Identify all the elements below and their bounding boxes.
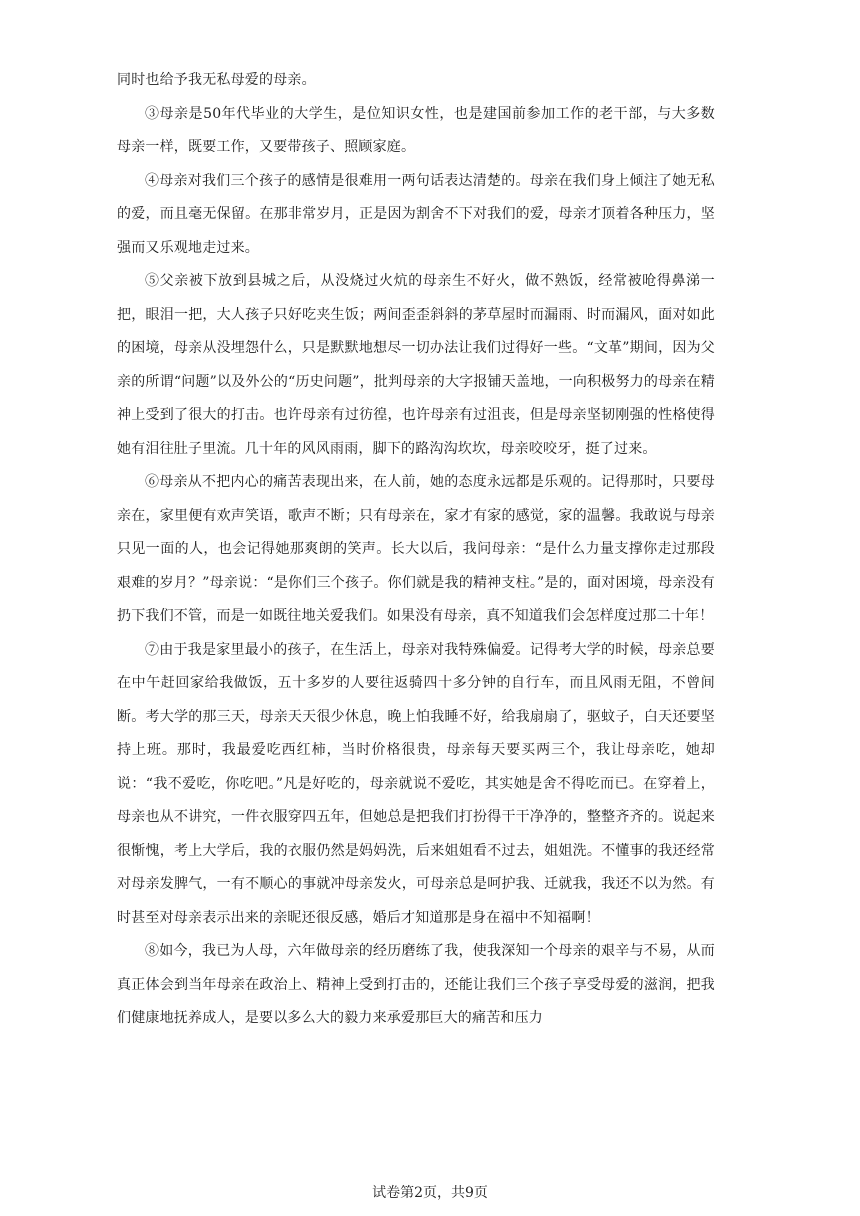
paragraph-4: ④母亲对我们三个孩子的感情是很难用一两句话表达清楚的。母亲在我们身上倾注了她无私的爱，而且毫无保留。在那非常岁月，正是因为割舍不下对我们的爱，母亲才顶着各种压力，坚强而又乐观地走过来。: [117, 172, 715, 256]
paragraph-3: ③母亲是50年代毕业的大学生，是位知识女性，也是建国前参加工作的老干部，与大多数母亲一样，既要工作，又要带孩子、照顾家庭。: [117, 105, 715, 155]
document-body: [117, 64, 715, 1036]
paragraph-5: ⑤父亲被下放到县城之后，从没烧过火炕的母亲生不好火，做不熟饭，经常被呛得鼻涕一把，眼泪一把，大人孩子只好吃夹生饭；两间歪歪斜斜的茅草屋时而漏雨、时而漏风，面对如此的困境，母亲从没埋怨什么，只是默默地想尽一切办法让我们过得好一些。“文革”期间，因为父亲的所谓“问题”以及外公的“历史问题”，批判母亲的大字报铺天盖地，一向积极努力的母亲在精神上受到了很大的打击。也许母亲有过彷徨，也许母亲有过沮丧，但是母亲坚韧刚强的性格使得她有泪往肚子里流。几十年的风风雨雨，脚下的路沟沟坎坎，母亲咬咬牙，挺了过来。: [117, 273, 715, 457]
paragraph-7: ⑦由于我是家里最小的孩子，在生活上，母亲对我特殊偏爱。记得考大学的时候，母亲总要在中午赶回家给我做饭，五十多岁的人要往返骑四十多分钟的自行车，而且风雨无阻，不曾间断。考大学的那三天，母亲天天很少休息，晚上怕我睡不好，给我扇扇了，驱蚊子，白天还要坚持上班。那时，我最爱吃西红柿，当时价格很贵，母亲每天要买两三个，我让母亲吃，她却说：“我不爱吃，你吃吧。”凡是好吃的，母亲就说不爱吃，其实她是舍不得吃而已。在穿着上，母亲也从不讲究，一件衣服穿四五年，但她总是把我们打扮得干干净净的，整整齐齐的。说起来很惭愧，考上大学后，我的衣服仍然是妈妈洗，后来姐姐看不过去，姐姐洗。不懂事的我还经常对母亲发脾气，一有不顺心的事就冲母亲发火，可母亲总是呵护我、迁就我，我还不以为然。有时甚至对母亲表示出来的亲昵还很反感，婚后才知道那是身在福中不知福啊！: [117, 641, 715, 926]
paragraph-6: ⑥母亲从不把内心的痛苦表现出来，在人前，她的态度永远都是乐观的。记得那时，只要母亲在，家里便有欢声笑语，歌声不断；只有母亲在，家才有家的感觉，家的温馨。我敢说与母亲只见一面的人，也会记得她那爽朗的笑声。长大以后，我问母亲：“是什么力量支撑你走过那段艰难的岁月？”母亲说：“是你们三个孩子。你们就是我的精神支柱。”是的，面对困境，母亲没有扔下我们不管，而是一如既往地关爱我们。如果没有母亲，真不知道我们会怎样度过那二十年！: [117, 474, 715, 624]
page-footer: 试卷第2页，共9页: [372, 1185, 488, 1201]
paragraph-8: ⑧如今，我已为人母，六年做母亲的经历磨练了我，使我深知一个母亲的艰辛与不易，从而真正体会到当年母亲在政治上、精神上受到打击的，还能让我们三个孩子享受母爱的滋润，把我们健康地抚养成人，是要以多么大的毅力来承爱那巨大的痛苦和压力: [117, 943, 715, 1026]
paragraph-continuation: 同时也给予我无私母爱的母亲。: [117, 72, 316, 88]
